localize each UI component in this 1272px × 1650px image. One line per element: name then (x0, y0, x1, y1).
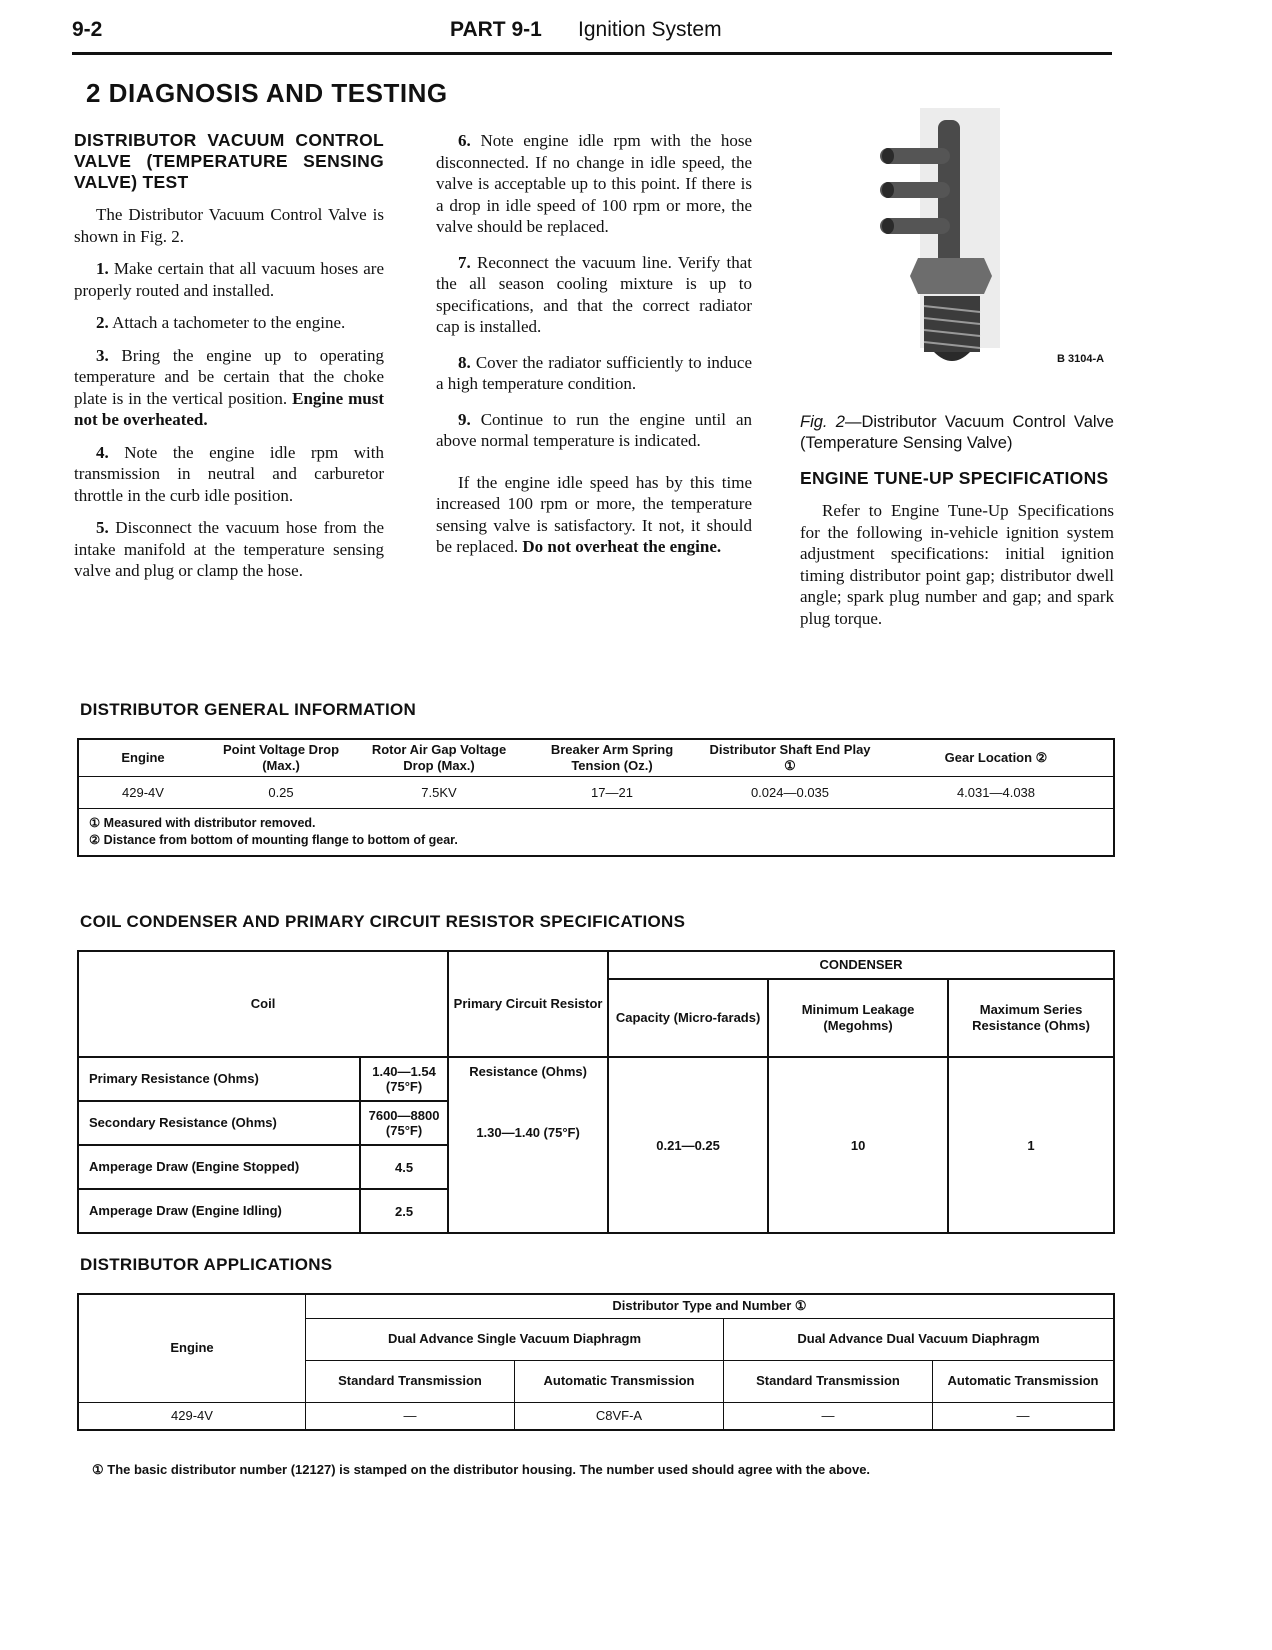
step-number: 7. (458, 252, 471, 272)
cell-engine: 429-4V (78, 1402, 306, 1430)
applications-footnote: ① The basic distributor number (12127) is stamped on the distributor housing. The number used should agree with the above. (92, 1462, 871, 1477)
step-7 (436, 252, 752, 338)
step-text: Cover the radiator sufficiently to induce a high temperature condition. (436, 352, 753, 393)
step-text: Note the engine idle rpm with transmission in neutral and carburetor throttle in the curb idle position. (74, 442, 385, 505)
table-row (78, 1402, 1114, 1430)
row-value: 2.5 (360, 1189, 448, 1233)
step-6 (436, 130, 752, 238)
row-label: Secondary Resistance (Ohms) (78, 1101, 360, 1145)
warning-text: Do not overheat the engine. (522, 537, 722, 556)
max-series-value: 1 (948, 1057, 1114, 1233)
min-leakage-header: Minimum Leakage (Megohms) (768, 979, 948, 1057)
step-text: Reconnect the vacuum line. Verify that the all season cooling mixture is up to specifications, and that the correct radiator cap is installed. (436, 252, 752, 336)
single-diaphragm-header: Dual Advance Single Vacuum Diaphragm (306, 1318, 724, 1360)
resistor-label: Resistance (Ohms) (469, 1064, 587, 1079)
engine-header: Engine (78, 1294, 306, 1402)
step-2 (74, 312, 384, 334)
row-label: Amperage Draw (Engine Idling) (78, 1189, 360, 1233)
figure-number: Fig. 2 (800, 413, 845, 431)
column-1 (74, 130, 384, 593)
min-leakage-value: 10 (768, 1057, 948, 1233)
step-number: 3. (96, 345, 109, 365)
dual-diaphragm-header: Dual Advance Dual Vacuum Diaphragm (724, 1318, 1115, 1360)
step-4 (74, 442, 384, 507)
col-header-shaft-end-play: Distributor Shaft End Play ① (701, 739, 879, 777)
cell-value: — (306, 1402, 515, 1430)
table-header-row (78, 739, 1114, 777)
step-text: Make certain that all vacuum hoses are properly routed and installed. (74, 259, 385, 300)
table-row (78, 1057, 1114, 1101)
warning-text: Engine must not be overheated. (74, 388, 385, 429)
row-value: 1.40—1.54 (75°F) (360, 1057, 448, 1101)
page-header-title: Ignition System (578, 18, 722, 41)
part-label: PART 9-1 (450, 18, 542, 41)
capacity-value: 0.21—0.25 (608, 1057, 768, 1233)
distributor-general-info-title: DISTRIBUTOR GENERAL INFORMATION (80, 700, 417, 719)
step-number: 1. (96, 259, 109, 278)
tune-up-heading: ENGINE TUNE-UP SPECIFICATIONS (800, 468, 1109, 488)
row-value: 7600—8800 (75°F) (360, 1101, 448, 1145)
coil-condenser-table (77, 950, 1115, 1234)
automatic-trans-header: Automatic Transmission (933, 1360, 1115, 1402)
section-title: 2 DIAGNOSIS AND TESTING (86, 78, 448, 108)
step-number: 4. (96, 442, 109, 462)
col-header-breaker-arm: Breaker Arm Spring Tension (Oz.) (523, 739, 701, 777)
cell-value: C8VF-A (515, 1402, 724, 1430)
condenser-header: CONDENSER (608, 951, 1114, 979)
step-3 (74, 345, 384, 431)
standard-trans-header: Standard Transmission (724, 1360, 933, 1402)
column-3 (800, 412, 1114, 640)
resistor-cell (448, 1057, 608, 1233)
coil-condenser-title: COIL CONDENSER AND PRIMARY CIRCUIT RESISTOR SPECIFICATIONS (80, 912, 686, 931)
step-1 (74, 258, 384, 301)
row-label: Primary Resistance (Ohms) (78, 1057, 360, 1101)
step-number: 8. (458, 352, 471, 372)
distributor-general-info-table (77, 738, 1115, 857)
col-header-gear-location: Gear Location ② (879, 739, 1114, 777)
distributor-applications-title: DISTRIBUTOR APPLICATIONS (80, 1255, 333, 1274)
table-header-row (78, 1294, 1114, 1318)
table-row (78, 777, 1114, 809)
step-number: 6. (458, 131, 471, 150)
step-5 (74, 517, 384, 582)
intro-paragraph: The Distributor Vacuum Control Valve is shown in Fig. 2. (74, 205, 384, 246)
step-text: Bring the engine up to operating temperature and be certain that the choke plate is in the vertical position. (74, 345, 384, 408)
capacity-header: Capacity (Micro-farads) (608, 979, 768, 1057)
max-series-header: Maximum Series Resistance (Ohms) (948, 979, 1114, 1057)
cell-engine: 429-4V (122, 785, 164, 800)
cell-value: — (724, 1402, 933, 1430)
cell-gear-location: 4.031—4.038 (956, 785, 1036, 800)
test-heading: DISTRIBUTOR VACUUM CONTROL VALVE (TEMPERATURE SENSING VALVE) TEST (74, 130, 384, 192)
tune-up-paragraph: Refer to Engine Tune-Up Specifications for the following in-vehicle ignition system adjustment specifications: initial ignition timing distributor point gap; distributor dwell angle; spark plug number and gap; and spark plug torque. (800, 501, 1114, 628)
step-text: Note engine idle rpm with the hose disconnected. If no change in idle speed, the valve is acceptable up to this point. If there is a drop in idle speed of 100 rpm or more, the valve should be replaced. (436, 131, 753, 236)
temperature-sensing-valve-illustration (880, 108, 1030, 378)
figure-caption (800, 412, 1114, 454)
row-value: 4.5 (360, 1145, 448, 1189)
step-number: 2. (96, 313, 109, 332)
col-header-point-voltage-drop: Point Voltage Drop (Max.) (207, 739, 355, 777)
cell-shaft-end-play: 0.024—0.035 (750, 785, 830, 800)
step-8 (436, 352, 752, 395)
figure-code: B 3104-A (1057, 353, 1105, 365)
cell-rotor-air-gap: 7.5KV (421, 785, 457, 800)
coil-header: Coil (78, 951, 448, 1057)
resistor-value: 1.30—1.40 (75°F) (476, 1125, 580, 1140)
table-notes (78, 809, 1114, 857)
table-header-row (78, 951, 1114, 979)
step-text: Disconnect the vacuum hose from the intake manifold at the temperature sensing valve and plug or clamp the hose. (74, 518, 384, 580)
closing-paragraph (436, 472, 752, 558)
col-header-rotor-air-gap: Rotor Air Gap Voltage Drop (Max.) (355, 739, 523, 777)
caption-text: —Distributor Vacuum Control Valve (Temperature Sensing Valve) (800, 413, 1114, 452)
column-2 (436, 130, 752, 569)
step-number: 5. (96, 518, 109, 537)
primary-resistor-header: Primary Circuit Resistor (448, 951, 608, 1057)
table-notes-row (78, 809, 1114, 857)
step-text: Attach a tachometer to the engine. (112, 313, 346, 332)
footnote-1: ① Measured with distributor removed. (89, 816, 316, 830)
cell-value: — (933, 1402, 1115, 1430)
col-header-engine: Engine (78, 739, 207, 777)
automatic-trans-header: Automatic Transmission (515, 1360, 724, 1402)
row-label: Amperage Draw (Engine Stopped) (78, 1145, 360, 1189)
step-text: Continue to run the engine until an above normal temperature is indicated. (436, 409, 753, 450)
distributor-applications-table (77, 1293, 1115, 1431)
standard-trans-header: Standard Transmission (306, 1360, 515, 1402)
header-rule (72, 52, 1112, 55)
cell-breaker-arm: 17—21 (591, 785, 633, 800)
step-number: 9. (458, 409, 471, 429)
valve-figure (880, 108, 1030, 378)
page-number: 9-2 (72, 18, 103, 41)
closing-text: If the engine idle speed has by this time increased 100 rpm or more, the temperature sensing valve is satisfactory. It not, it should be replaced. (436, 472, 752, 556)
step-9 (436, 409, 752, 452)
distributor-type-header: Distributor Type and Number ① (306, 1294, 1115, 1318)
cell-point-voltage-drop: 0.25 (268, 785, 294, 800)
footnote-2: ② Distance from bottom of mounting flange to bottom of gear. (89, 833, 458, 847)
